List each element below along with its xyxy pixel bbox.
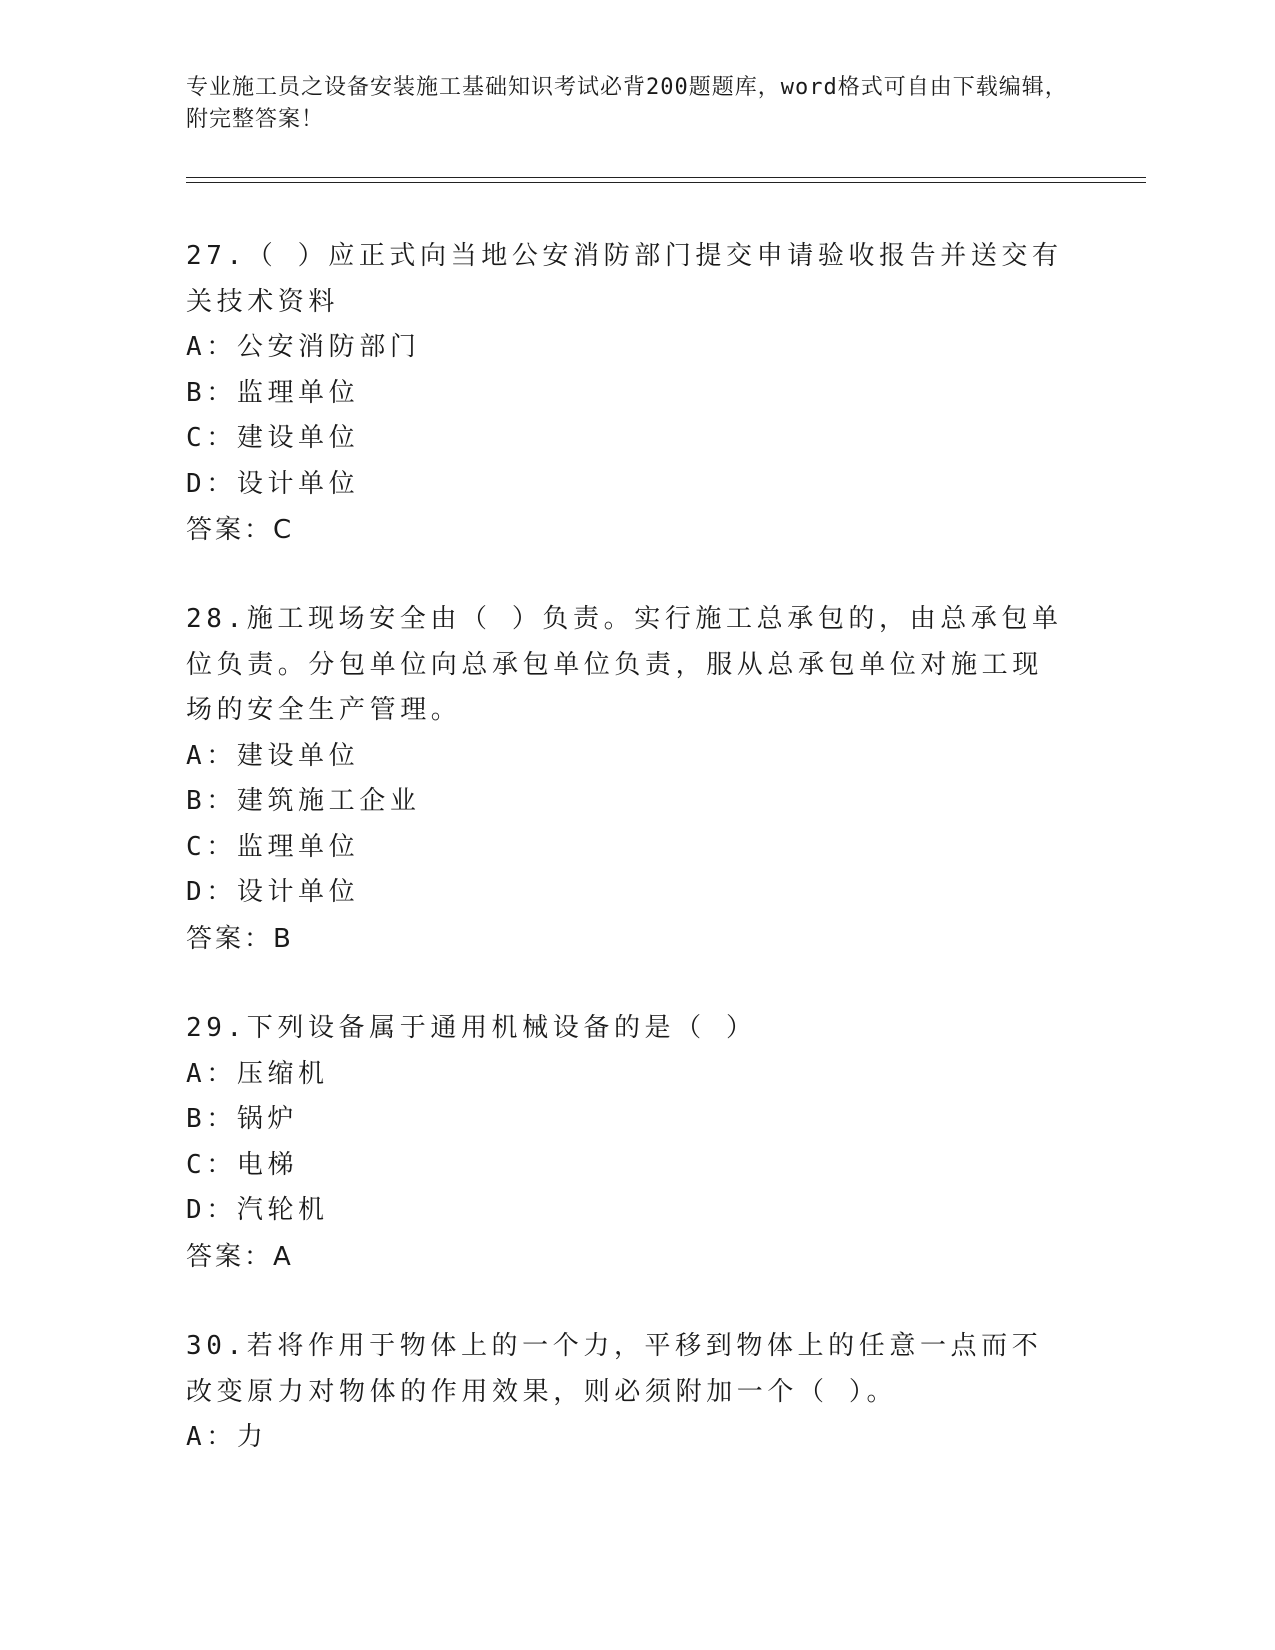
- answer-line: 答案：A: [186, 1241, 294, 1272]
- option-a: A：建设单位: [186, 740, 360, 771]
- option-d: D：设计单位: [186, 877, 360, 907]
- question-28: [186, 597, 1066, 962]
- option-b: B：监理单位: [186, 377, 360, 408]
- option-a: A：压缩机: [186, 1058, 329, 1089]
- document-header: 专业施工员之设备安装施工基础知识考试必背200题题库，word格式可自由下载编辑，附完整答案！: [186, 75, 1068, 132]
- option-a: A：公安消防部门: [186, 332, 421, 362]
- answer-line: 答案：C: [186, 515, 295, 545]
- option-a: A：力: [186, 1422, 268, 1452]
- question-29: [186, 1006, 1066, 1280]
- question-30: [186, 1324, 1066, 1461]
- header-divider-bottom: [186, 182, 1146, 183]
- question-stem: 28.施工现场安全由（ ）负责。实行施工总承包的，由总承包单位负责。分包单位向总承包单位负责，服从总承包单位对施工现场的安全生产管理。: [186, 604, 1063, 725]
- header-divider-top: [186, 177, 1146, 178]
- option-d: D：汽轮机: [186, 1195, 329, 1225]
- answer-line: 答案：B: [186, 923, 294, 954]
- option-b: B：建筑施工企业: [186, 786, 421, 816]
- option-c: C：监理单位: [186, 831, 360, 862]
- option-c: C：电梯: [186, 1149, 299, 1180]
- question-27: [186, 234, 1066, 554]
- option-b: B：锅炉: [186, 1104, 299, 1134]
- question-stem: 27.（ ）应正式向当地公安消防部门提交申请验收报告并送交有关技术资料: [186, 241, 1063, 317]
- question-stem: 29.下列设备属于通用机械设备的是（ ）: [186, 1013, 757, 1043]
- question-stem: 30.若将作用于物体上的一个力，平移到物体上的任意一点而不改变原力对物体的作用效果，则必须附加一个（ ）。: [186, 1331, 1043, 1407]
- option-d: D：设计单位: [186, 468, 360, 499]
- option-c: C：建设单位: [186, 423, 360, 453]
